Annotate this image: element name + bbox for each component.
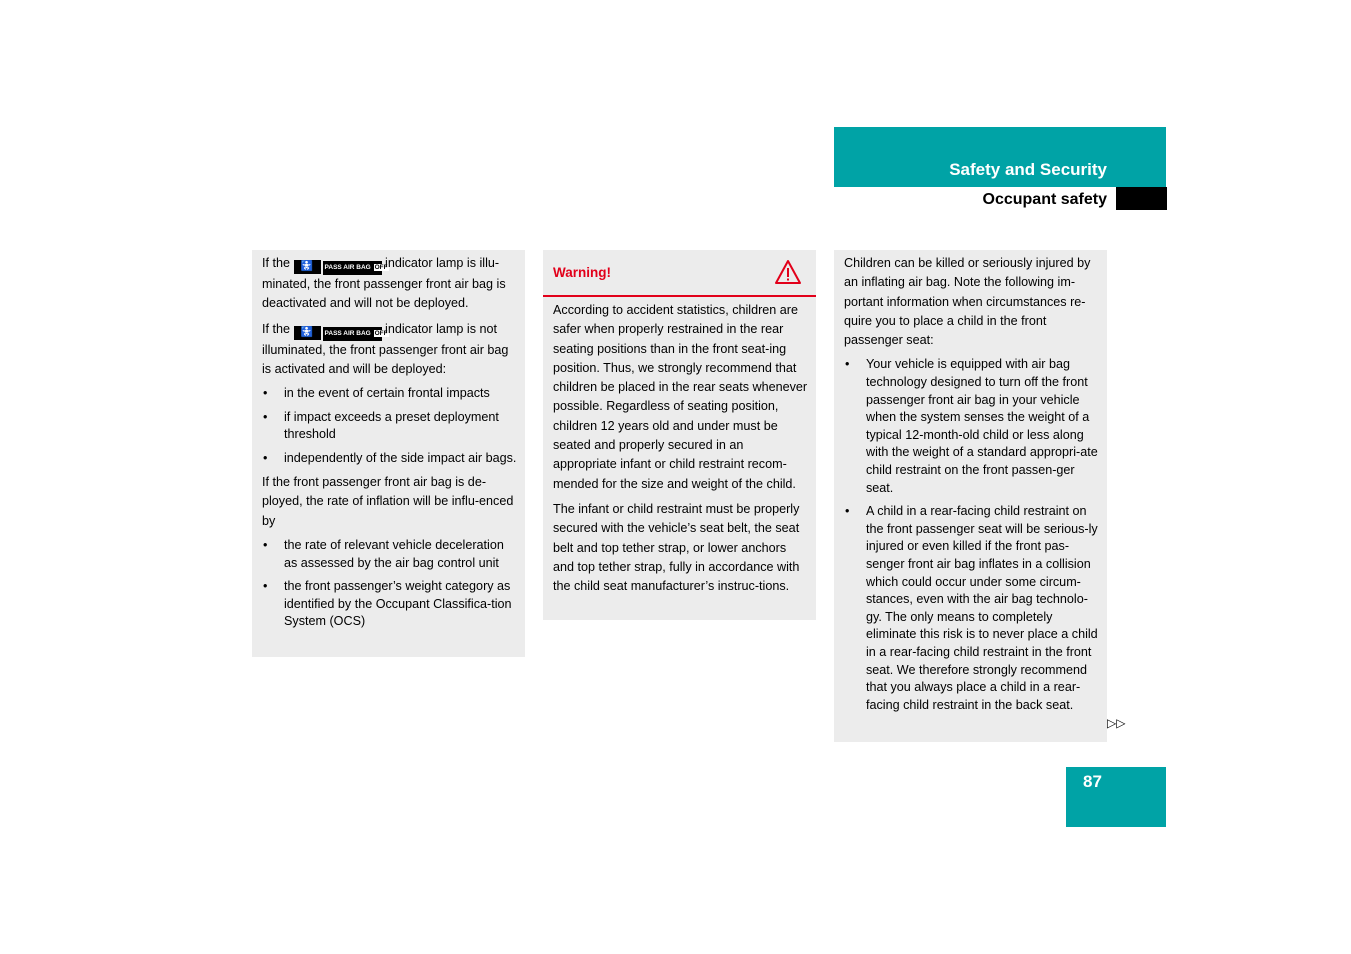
warning-header — [543, 250, 816, 297]
paragraph-indicator-off: If the 🚼 PASS AIR BAG OFF indicator lamp is not illuminated, the front passenger front air bag is activated and will be deployed: — [262, 321, 509, 376]
info-panel-right — [834, 250, 1107, 742]
header-marker-block — [1116, 187, 1167, 210]
list-item: • the front passenger’s weight category as identified by the Occupant Classifica-tion System (OCS) — [263, 579, 512, 629]
list-item: • in the event of certain frontal impacts — [263, 386, 490, 401]
warning-paragraph: According to accident statistics, children are safer when properly restrained in the rear seating positions than in the front seat-ing position. Thus, we strongly recommend that children be placed in the rear seats whenever possible. Regardless of seating position, children 12 years old and under must be seated and properly secured in an appropriate infant or child restraint recom-mended for the size and weight of the child. — [553, 303, 808, 491]
warning-paragraph: The infant or child restraint must be properly secured with the vehicle’s seat belt, the seat belt and top tether strap, or lower anchors and top tether strap, fully in accordance with the child seat manufacturer’s instruc-tions. — [553, 501, 800, 594]
page-number: 87 — [1083, 772, 1102, 791]
info-panel-left — [252, 250, 525, 657]
list-item: • independently of the side impact air bags. — [263, 450, 517, 465]
seat-occupant-icon: 🚼 — [294, 260, 321, 274]
paragraph-child-safety: Children can be killed or seriously injured by an inflating air bag. Note the following im-portant information when circumstances re-quire you to place a child in the front passenger seat: — [844, 256, 1091, 348]
list-item: • the rate of relevant vehicle deceleration as assessed by the air bag control unit — [263, 538, 504, 570]
subsection-title: Occupant safety — [982, 191, 1107, 208]
page-number-box — [1066, 767, 1166, 827]
list-item: • if impact exceeds a preset deployment threshold — [263, 409, 499, 442]
paragraph-inflation-rate: If the front passenger front air bag is de-ployed, the rate of inflation will be influ-enced by — [262, 475, 514, 528]
seat-occupant-icon: 🚼 — [294, 326, 321, 340]
deployment-conditions-list — [262, 385, 517, 467]
pass-air-bag-off-indicator: PASS AIR BAG OFF — [323, 327, 382, 341]
pass-air-bag-off-indicator: PASS AIR BAG OFF — [323, 261, 382, 275]
continued-arrow-icon: ▷▷ — [1107, 716, 1126, 730]
list-item: • A child in a rear-facing child restraint on the front passenger seat will be serious-ly injured or even killed if the front pas-senger front air bag inflates in a collision which could occur under some circum-stances, even with the air bag technolo-gy. The only means to completely eliminate this risk is to never place a child in a rear-facing child restraint in the front seat. We therefore strongly recommend that you always place a child in a rear-facing child restraint in the back seat. — [845, 504, 1098, 712]
inflation-factors-list — [262, 537, 517, 631]
paragraph-indicator-on: If the 🚼 PASS AIR BAG OFF indicator lamp is illu-minated, the front passenger front air bag is deactivated and will not be deployed. — [262, 256, 506, 311]
warning-triangle-icon — [774, 259, 802, 285]
warning-title: Warning! — [553, 265, 611, 280]
child-safety-list — [844, 356, 1099, 714]
list-item: • Your vehicle is equipped with air bag technology designed to turn off the front passenger front air bag in your vehicle when the system senses the weight of a typical 12-month-old child or less along with the weight of a standard appropri-ate child restraint on the front passen-ger seat. — [845, 357, 1098, 495]
section-title: Safety and Security — [949, 160, 1107, 179]
warning-panel — [543, 250, 816, 620]
